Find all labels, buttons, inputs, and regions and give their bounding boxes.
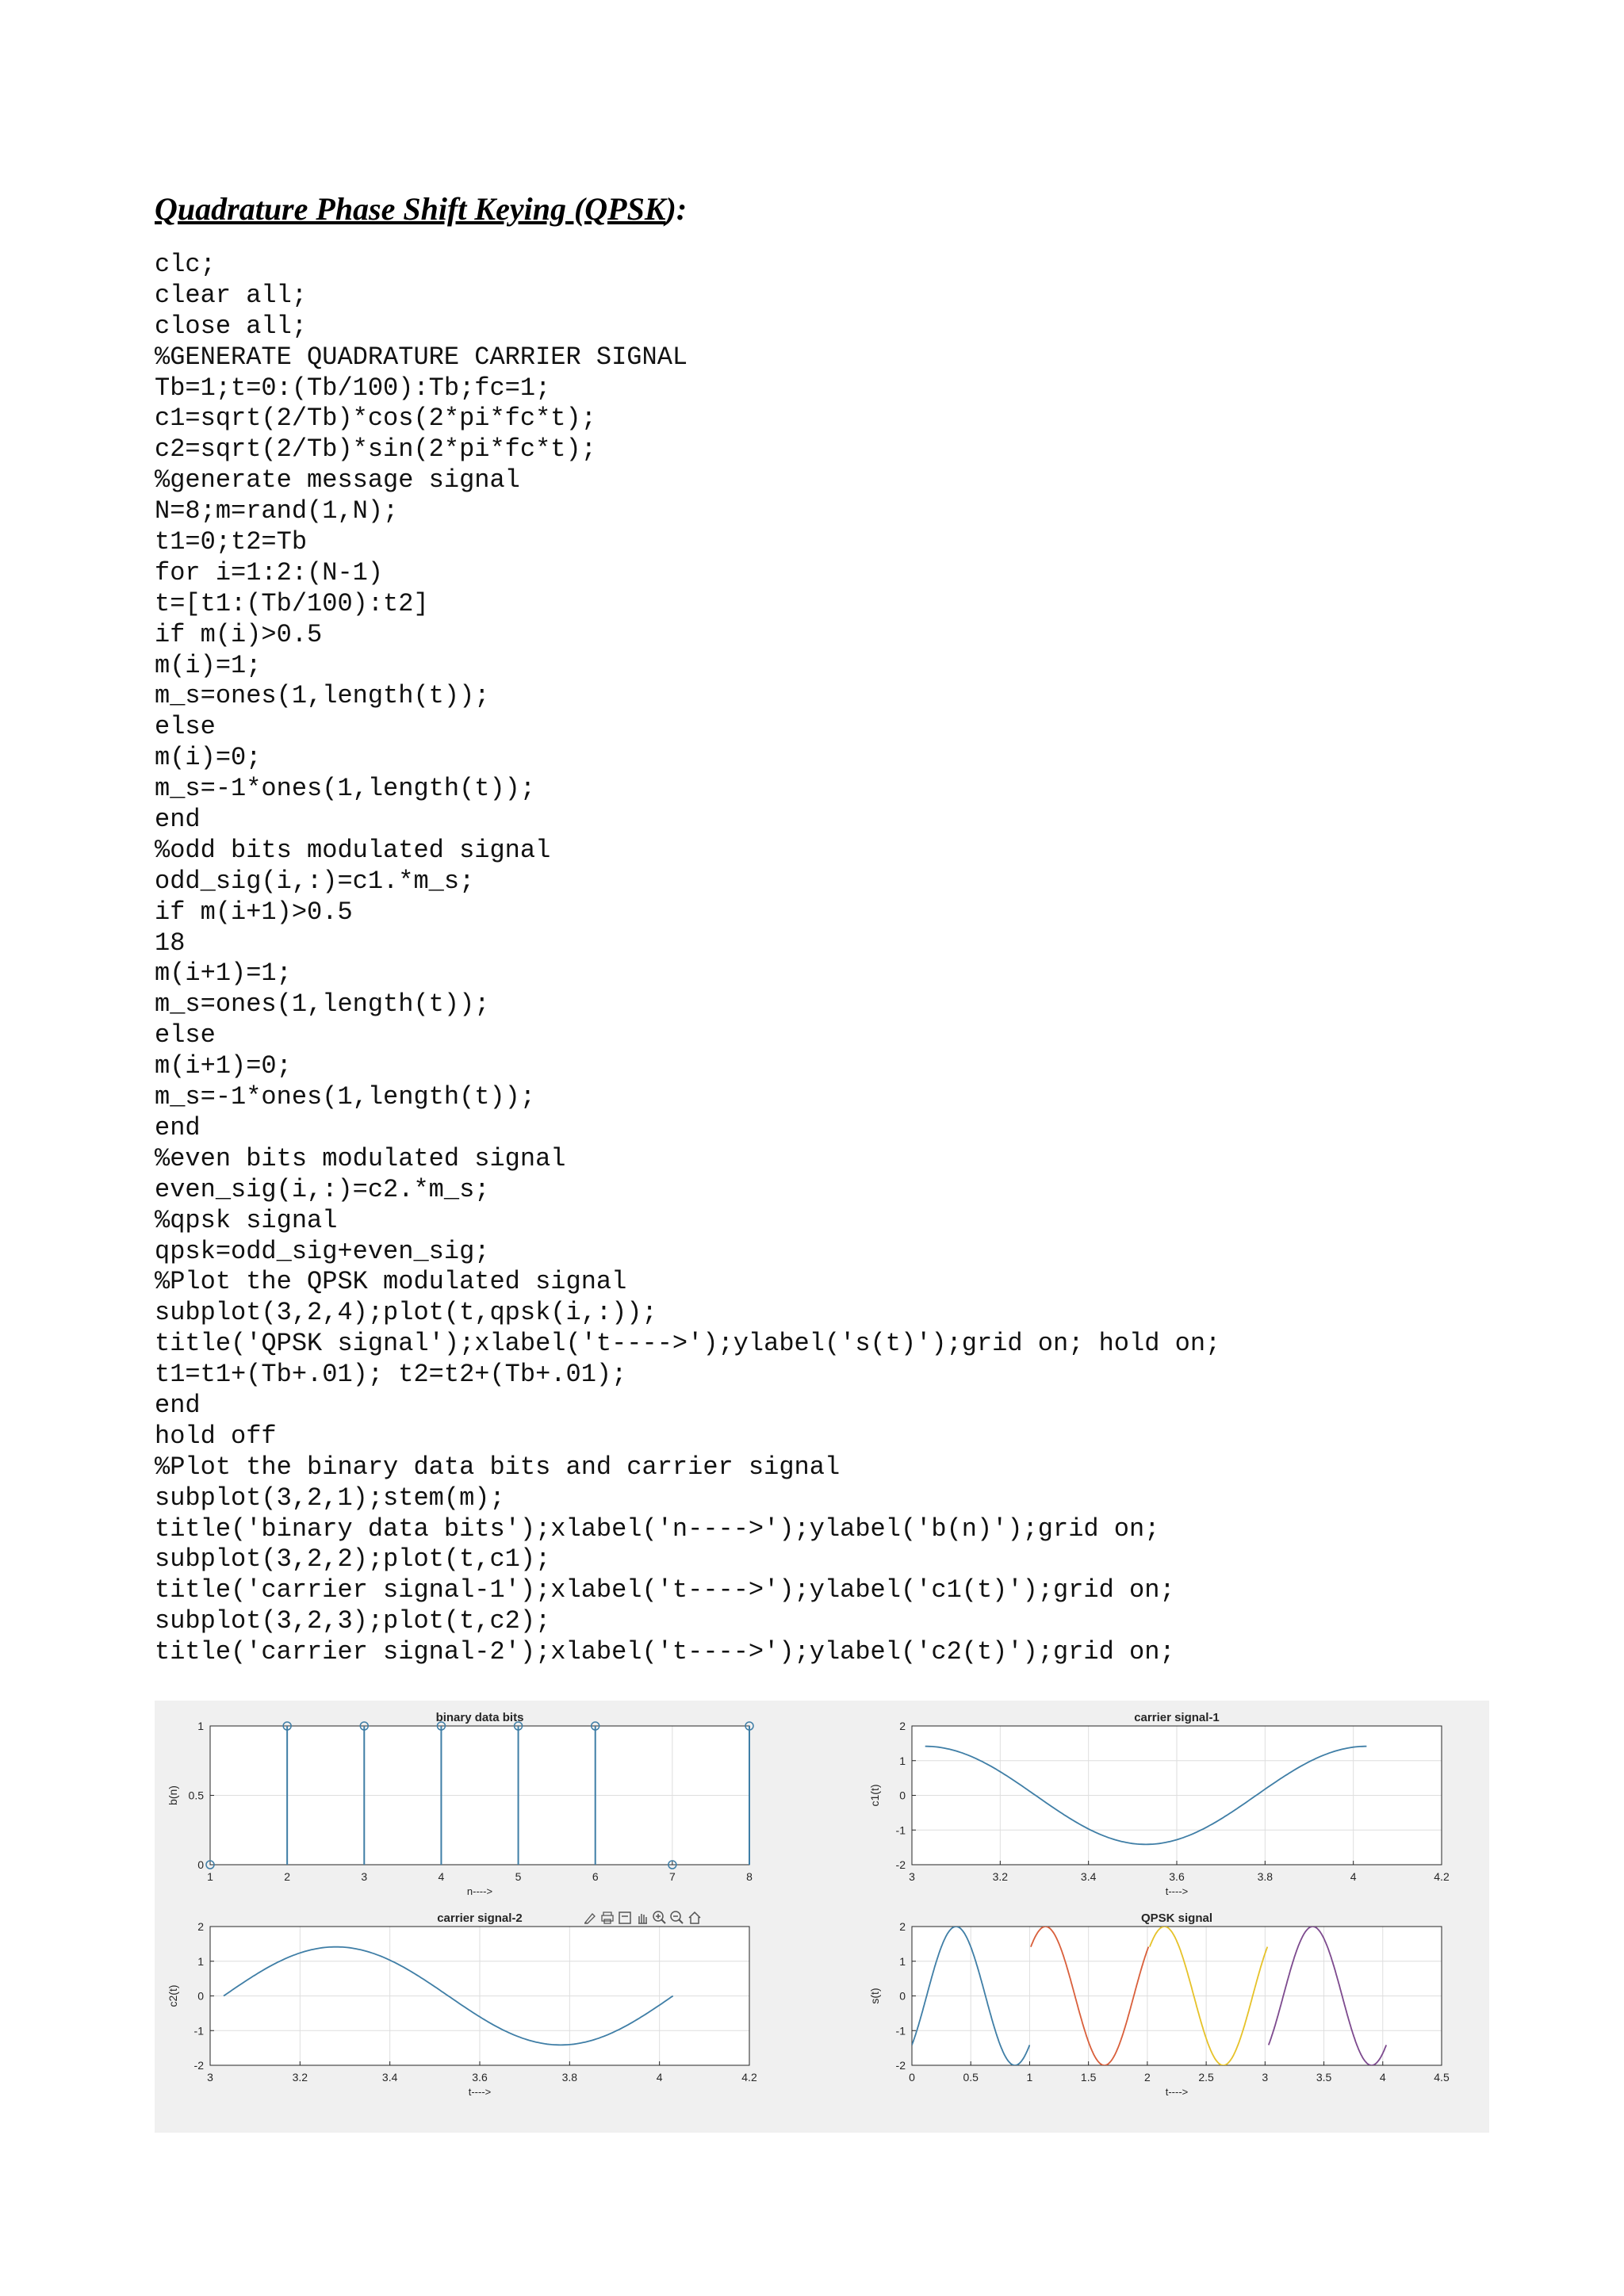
x-tick-label: 3.6 — [472, 2071, 488, 2084]
code-line: end — [155, 805, 201, 835]
x-tick-label: 3.2 — [992, 1870, 1009, 1883]
x-tick-label: 3 — [909, 1870, 915, 1883]
code-line: Tb=1;t=0:(Tb/100):Tb;fc=1; — [155, 373, 551, 403]
code-line: m(i+1)=1; — [155, 959, 292, 989]
x-tick-label: 3 — [1262, 2071, 1269, 2084]
x-tick-label: 2 — [1143, 2071, 1151, 2084]
code-line: %qpsk signal — [155, 1205, 338, 1235]
code-line: c1=sqrt(2/Tb)*cos(2*pi*fc*t); — [155, 404, 596, 434]
x-tick-label: 4.2 — [1434, 1870, 1450, 1883]
y-tick-label: 0 — [899, 1789, 906, 1802]
figure-canvas — [155, 1701, 1489, 2133]
x-tick-label: 2.5 — [1198, 2071, 1214, 2084]
x-tick-label: 4 — [1350, 1870, 1357, 1883]
y-tick-label: 1 — [197, 1720, 204, 1732]
save-icon — [619, 1912, 630, 1923]
x-tick-label: 4.2 — [741, 2071, 757, 2084]
y-tick-label: -1 — [895, 2024, 906, 2038]
y-tick-label: 2 — [197, 1920, 204, 1933]
zoom-in-icon — [653, 1911, 665, 1923]
x-axis-label: t----> — [1165, 1885, 1189, 1897]
y-tick-label: 0 — [899, 1989, 906, 2003]
x-tick-label: 3.2 — [292, 2071, 308, 2084]
y-tick-label: -2 — [895, 2059, 906, 2072]
x-tick-label: 1 — [207, 1870, 213, 1883]
y-axis-label: b(n) — [167, 1785, 179, 1805]
code-line: title('binary data bits');xlabel('n---->');ylabel('b(n)');grid on; — [155, 1513, 1160, 1544]
code-line: %even bits modulated signal — [155, 1143, 566, 1173]
code-line: t=[t1:(Tb/100):t2] — [155, 588, 429, 618]
x-tick-label: 4.5 — [1434, 2071, 1450, 2084]
code-line: m(i)=1; — [155, 650, 262, 680]
code-line: t1=0;t2=Tb — [155, 527, 308, 557]
page-title-suffix: ): — [665, 191, 688, 227]
x-tick-label: 4 — [1379, 2071, 1386, 2084]
y-axis-label: s(t) — [868, 1988, 881, 2004]
plot-4 — [912, 1927, 1442, 2065]
home-icon-shape — [689, 1912, 700, 1923]
code-line: else — [155, 712, 216, 742]
code-line: c2=sqrt(2/Tb)*sin(2*pi*fc*t); — [155, 434, 596, 465]
y-tick-label: 1 — [197, 1954, 204, 1968]
y-tick-label: 0.5 — [188, 1789, 204, 1802]
page-title — [155, 190, 687, 228]
zoom-in-icon-handle — [661, 1919, 665, 1923]
y-tick-label: 0 — [197, 1989, 204, 2003]
code-line: m(i+1)=0; — [155, 1051, 292, 1081]
code-line: title('carrier signal-1');xlabel('t---->');ylabel('c1(t)');grid on; — [155, 1575, 1175, 1605]
y-tick-label: -2 — [895, 1858, 906, 1871]
code-line: %GENERATE QUADRATURE CARRIER SIGNAL — [155, 342, 688, 372]
x-tick-label: 2 — [284, 1870, 291, 1883]
zoom-out-icon-handle — [679, 1919, 683, 1923]
code-line: if m(i)>0.5 — [155, 619, 323, 649]
x-axis-label: t----> — [468, 2086, 492, 2098]
pan-icon — [638, 1914, 647, 1923]
code-line: for i=1:2:(N-1) — [155, 557, 384, 587]
code-line: %Plot the binary data bits and carrier signal — [155, 1452, 841, 1482]
code-line: subplot(3,2,4);plot(t,qpsk(i,:)); — [155, 1298, 657, 1328]
x-axis-label: t----> — [1165, 2086, 1189, 2098]
code-line: even_sig(i,:)=c2.*m_s; — [155, 1174, 490, 1204]
code-line: title('carrier signal-2');xlabel('t---->');ylabel('c2(t)');grid on; — [155, 1637, 1175, 1667]
x-tick-label: 1.5 — [1080, 2071, 1097, 2084]
home-icon — [689, 1912, 700, 1923]
save-icon-shape — [619, 1912, 630, 1923]
code-line: m_s=ones(1,length(t)); — [155, 681, 490, 711]
y-tick-label: 2 — [899, 1920, 906, 1933]
plot-title: carrier signal-1 — [1134, 1711, 1220, 1724]
code-line: m_s=ones(1,length(t)); — [155, 989, 490, 1020]
plot-2 — [912, 1726, 1442, 1865]
code-line: subplot(3,2,1);stem(m); — [155, 1483, 505, 1513]
code-line: close all; — [155, 311, 308, 341]
code-line: hold off — [155, 1421, 277, 1451]
code-line: subplot(3,2,3);plot(t,c2); — [155, 1606, 551, 1636]
code-line: t1=t1+(Tb+.01); t2=t2+(Tb+.01); — [155, 1360, 627, 1390]
x-tick-label: 7 — [668, 1870, 676, 1883]
code-line: %odd bits modulated signal — [155, 835, 551, 865]
y-tick-label: 0 — [197, 1858, 204, 1871]
x-tick-label: 8 — [746, 1870, 753, 1883]
plot-title: QPSK signal — [1140, 1911, 1213, 1925]
x-tick-label: 6 — [592, 1870, 599, 1883]
y-tick-label: -1 — [895, 1823, 906, 1837]
x-tick-label: 3.4 — [381, 2071, 398, 2084]
code-line: subplot(3,2,2);plot(t,c1); — [155, 1544, 551, 1575]
x-tick-label: 4 — [656, 2071, 663, 2084]
x-tick-label: 0 — [909, 2071, 915, 2084]
code-line: m(i)=0; — [155, 743, 262, 773]
plot-3 — [210, 1927, 749, 2065]
code-listing — [155, 250, 1220, 1668]
y-tick-label: -2 — [193, 2059, 204, 2072]
x-tick-label: 3 — [207, 2071, 213, 2084]
x-tick-label: 4 — [438, 1870, 445, 1883]
print-icon — [602, 1912, 613, 1923]
plot-title: carrier signal-2 — [437, 1911, 523, 1925]
x-tick-label: 3.6 — [1169, 1870, 1185, 1883]
figure-toolbar — [584, 1911, 700, 1923]
code-line: end — [155, 1112, 201, 1142]
zoom-out-icon — [671, 1911, 683, 1923]
code-line: odd_sig(i,:)=c1.*m_s; — [155, 866, 475, 896]
y-axis-label: c2(t) — [167, 1984, 179, 2007]
code-line: m_s=-1*ones(1,length(t)); — [155, 1082, 536, 1112]
code-line: title('QPSK signal');xlabel('t---->');ylabel('s(t)');grid on; hold on; — [155, 1329, 1221, 1359]
code-line: %generate message signal — [155, 465, 520, 496]
brush-icon — [584, 1914, 595, 1923]
x-tick-label: 3.4 — [1080, 1870, 1097, 1883]
print-icon-shape — [602, 1912, 613, 1923]
pan-icon-shape — [638, 1914, 647, 1923]
code-line: end — [155, 1390, 201, 1420]
y-tick-label: -1 — [193, 2024, 204, 2038]
plot-1 — [206, 1722, 753, 1869]
x-tick-label: 3.8 — [561, 2071, 578, 2084]
brush-icon-shape — [584, 1914, 595, 1923]
x-tick-label: 3 — [361, 1870, 368, 1883]
code-line: clear all; — [155, 280, 308, 310]
plot-title: binary data bits — [435, 1711, 524, 1724]
x-tick-label: 5 — [515, 1870, 522, 1883]
x-tick-label: 3.5 — [1316, 2071, 1332, 2084]
code-line: N=8;m=rand(1,N); — [155, 496, 399, 526]
x-axis-label: n----> — [466, 1885, 493, 1897]
matlab-figure — [155, 1701, 1489, 2133]
y-tick-label: 1 — [899, 1954, 906, 1968]
x-tick-label: 0.5 — [963, 2071, 979, 2084]
page-title-main: Quadrature Phase Shift Keying (QPSK — [155, 191, 666, 227]
code-line: m_s=-1*ones(1,length(t)); — [155, 774, 536, 804]
x-tick-label: 3.8 — [1257, 1870, 1274, 1883]
code-line: qpsk=odd_sig+even_sig; — [155, 1236, 490, 1266]
y-tick-label: 1 — [899, 1754, 906, 1767]
y-axis-label: c1(t) — [868, 1784, 881, 1807]
code-line: if m(i+1)>0.5 — [155, 897, 353, 927]
code-line: else — [155, 1020, 216, 1050]
code-line: %Plot the QPSK modulated signal — [155, 1267, 627, 1297]
code-line: 18 — [155, 928, 186, 958]
x-tick-label: 1 — [1026, 2071, 1033, 2084]
y-tick-label: 2 — [899, 1720, 906, 1732]
code-line: clc; — [155, 250, 216, 279]
